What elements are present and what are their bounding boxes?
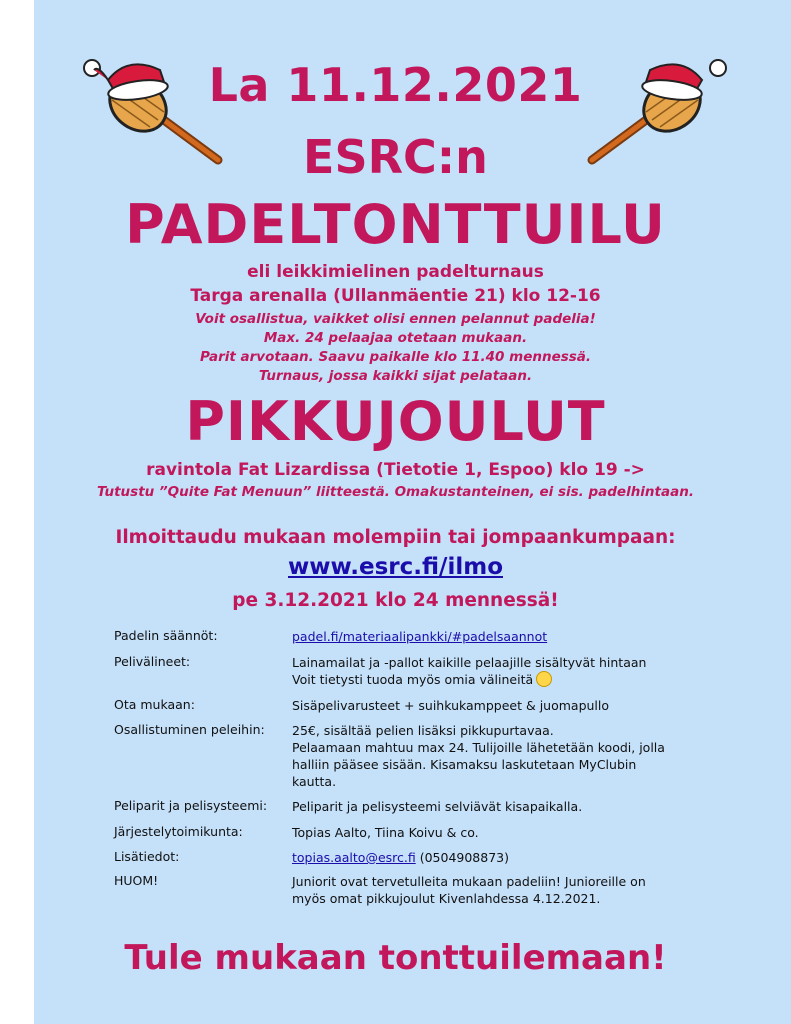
contact-phone: (0504908873) bbox=[415, 850, 509, 865]
detail-text: Sisäpelivarusteet + suihkukamppeet & juomapullo bbox=[292, 698, 610, 713]
detail-label: Pelivälineet: bbox=[114, 654, 191, 669]
detail-text: Pelaamaan mahtuu max 24. Tulijoille lähetetään koodi, jolla bbox=[292, 740, 665, 755]
party-note: Tutustu ”Quite Fat Menuun” liitteestä. Omakustanteinen, ei sis. padelhintaan. bbox=[97, 484, 694, 500]
detail-text: 25€, sisältää pelien lisäksi pikkupurtavaa. bbox=[292, 723, 554, 738]
padel-subtitle: eli leikkimielinen padelturnaus bbox=[247, 262, 544, 282]
detail-label: Lisätiedot: bbox=[114, 849, 180, 864]
detail-text: myös omat pikkujoulut Kivenlahdessa 4.12.2021. bbox=[292, 891, 601, 906]
detail-text: Lainamailat ja -pallot kaikille pelaajille sisältyvät hintaan bbox=[292, 655, 647, 670]
detail-label: HUOM! bbox=[114, 873, 159, 888]
detail-text: Voit tietysti tuoda myös omia välineitä bbox=[292, 672, 534, 687]
detail-label: Padelin säännöt: bbox=[114, 628, 218, 643]
detail-label: Peliparit ja pelisysteemi: bbox=[114, 798, 268, 813]
signup-deadline: pe 3.12.2021 klo 24 mennessä! bbox=[232, 590, 559, 611]
event-title: PADELTONTTUILU bbox=[125, 193, 666, 256]
detail-text: kautta. bbox=[292, 774, 337, 789]
padel-note: Parit arvotaan. Saavu paikalle klo 11.40 mennessä. bbox=[199, 349, 592, 365]
contact-email-link[interactable]: topias.aalto@esrc.fi bbox=[292, 850, 416, 865]
padel-note: Max. 24 pelaajaa otetaan mukaan. bbox=[263, 330, 528, 346]
footer-slogan: Tule mukaan tonttuilemaan! bbox=[124, 938, 667, 978]
rules-link[interactable]: padel.fi/materiaalipankki/#padelsaannot bbox=[292, 629, 548, 644]
signup-link[interactable]: www.esrc.fi/ilmo bbox=[288, 554, 503, 580]
smiley-icon bbox=[536, 671, 552, 687]
party-title: PIKKUJOULUT bbox=[185, 390, 606, 453]
detail-text: Topias Aalto, Tiina Koivu & co. bbox=[292, 825, 479, 840]
club-name: ESRC:n bbox=[303, 130, 488, 184]
detail-text: Peliparit ja pelisysteemi selviävät kisapaikalla. bbox=[292, 799, 583, 814]
detail-text: halliin pääsee sisään. Kisamaksu laskutetaan MyClubin bbox=[292, 757, 637, 772]
detail-label: Järjestelytoimikunta: bbox=[114, 824, 243, 839]
detail-label: Ota mukaan: bbox=[114, 697, 195, 712]
signup-heading: Ilmoittaudu mukaan molempiin tai jompaankumpaan: bbox=[115, 527, 676, 548]
padel-venue: Targa arenalla (Ullanmäentie 21) klo 12-16 bbox=[190, 286, 601, 306]
detail-label: Osallistuminen peleihin: bbox=[114, 722, 265, 737]
detail-text: Juniorit ovat tervetulleita mukaan padeliin! Junioreille on bbox=[292, 874, 646, 889]
event-date: La 11.12.2021 bbox=[208, 58, 583, 112]
party-venue: ravintola Fat Lizardissa (Tietotie 1, Espoo) klo 19 -> bbox=[146, 460, 645, 480]
padel-note: Turnaus, jossa kaikki sijat pelataan. bbox=[258, 368, 533, 384]
padel-note: Voit osallistua, vaikket olisi ennen pelannut padelia! bbox=[195, 311, 596, 327]
